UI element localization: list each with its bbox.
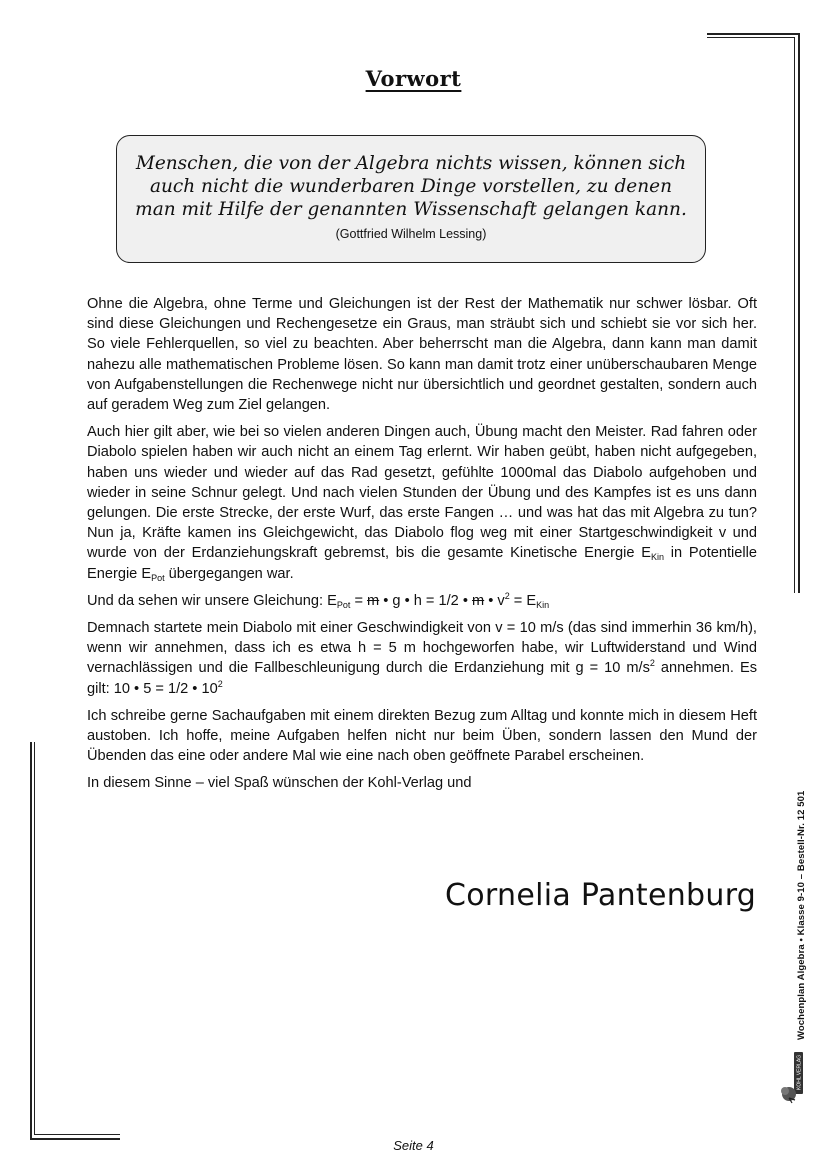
paragraph-intro: Ohne die Algebra, ohne Terme und Gleichungen ist der Rest der Mathematik nur schwer lösbar. Oft sind diese Gleichungen und Rechengesetze ein Graus, man sträubt sich und schiebt sie vor sich her. So viele Fehlerquellen, so viel zu beachten. Aber beherrscht man die Algebra, dann kann man damit nahezu alle mathematischen Probleme lösen. So kann man damit trotz einer unüberschaubaren Menge von Aufgabenstellungen die Rechenwege nicht nur übersichtlich und geordnet gestalten, sondern auch auf geradem Weg zum Ziel gelangen. <box>87 296 757 414</box>
paragraph-text: = <box>350 592 368 609</box>
frame-left-line-inner <box>34 742 35 1135</box>
paragraph-text: Auch hier gilt aber, wie bei so vielen anderen Dingen auch, Übung macht den Meister. Rad fahren oder Diabolo spielen haben wir auch nicht an einem Tag erlernt. Wir haben geübt, haben nicht aufgegeben, haben uns wieder und wieder auf das Rad gesetzt, gefühlte 1000mal das Diabolo aufgehoben und wieder in seine Schnur gelegt. Und nach vielen Stunden der Übung und des Kampfes ist es uns dann gelungen. Die erste Strecke, der erste Wurf, das erste Fangen … und was hat das mit Algebra zu tun? Nun ja, Kräfte kamen ins Gleichgewicht, das Diabolo flog weg mit einer Startgeschwindigkeit v und wurde von der Erdanziehungskraft gebremst, bis die gesamte Kinetische Energie E <box>87 424 757 562</box>
paragraph-text: annehmen. Es gilt: 10 • 5 = 1/2 • 10 <box>87 660 757 697</box>
side-publication-info: Wochenplan Algebra • Klasse 9-10 – Bestell-Nr. 12 501 <box>796 790 807 1040</box>
subscript: Pot <box>336 599 351 610</box>
superscript: 2 <box>649 658 655 669</box>
subscript: Kin <box>536 599 550 610</box>
quote-line: auch nicht die wunderbaren Dinge vorstellen, zu denen <box>149 176 673 197</box>
paragraph-text: in Potentielle Energie E <box>87 545 757 582</box>
superscript: 2 <box>217 678 223 689</box>
quote-line: Menschen, die von der Algebra nichts wissen, können sich <box>135 153 687 174</box>
author-signature: Cornelia Pantenburg <box>445 878 757 913</box>
body-text <box>87 294 757 801</box>
logo-text: KOHL VERLAG <box>796 1054 803 1090</box>
frame-right-line-inner <box>794 37 795 593</box>
frame-left-line <box>30 742 32 1139</box>
page-number: Seite 4 <box>393 1138 434 1153</box>
cancelled-mass: m <box>367 592 380 609</box>
paragraph-text: Und da sehen wir unsere Gleichung: E <box>87 592 337 609</box>
quote-box <box>116 135 706 263</box>
paragraph-text: übergegangen war. <box>164 565 294 582</box>
paragraph-text: • g • h = 1/2 • <box>379 592 473 609</box>
paragraph-equation <box>87 591 757 611</box>
paragraph-text: Demnach startete mein Diabolo mit einer Geschwindigkeit von v = 10 m/s (das sind immerhin 36 km/h), wenn wir annehmen, dass ich es etwa h = 5 m hochgeworfen habe, wir Luftwiderstand und Wind vernachlässigen und die Fallbeschleunigung durch die Erdanziehung mit g = 10 m/s <box>87 620 757 677</box>
paragraph-calculation <box>87 618 757 699</box>
page-title: Vorwort <box>365 66 462 91</box>
frame-bottom-line-inner <box>34 1134 120 1135</box>
frame-top-line <box>707 33 799 35</box>
publisher-logo-icon <box>780 1050 806 1104</box>
quote-author: (Gottfried Wilhelm Lessing) <box>335 227 487 241</box>
paragraph-practice <box>87 422 757 584</box>
paragraph-author-note: Ich schreibe gerne Sachaufgaben mit einem direkten Bezug zum Alltag und konnte mich in diesem Heft austoben. Ich hoffe, meine Aufgaben helfen nicht nur beim Üben, sondern lassen den Mund der Übenden das eine oder andere Mal wie eine nach oben geöffnete Parabel erscheinen. <box>87 707 757 765</box>
paragraph-text: = E <box>509 592 537 609</box>
subscript: Pot <box>151 572 165 583</box>
paragraph-text: • v <box>484 592 505 609</box>
superscript: 2 <box>504 590 510 601</box>
subscript: Kin <box>650 552 664 563</box>
frame-right-line <box>798 33 800 593</box>
cancelled-mass: m <box>472 592 485 609</box>
frame-top-line-inner <box>707 37 795 38</box>
paragraph-closing: In diesem Sinne – viel Spaß wünschen der Kohl-Verlag und <box>87 775 472 792</box>
quote-line: man mit Hilfe der genannten Wissenschaft gelangen kann. <box>135 199 687 220</box>
